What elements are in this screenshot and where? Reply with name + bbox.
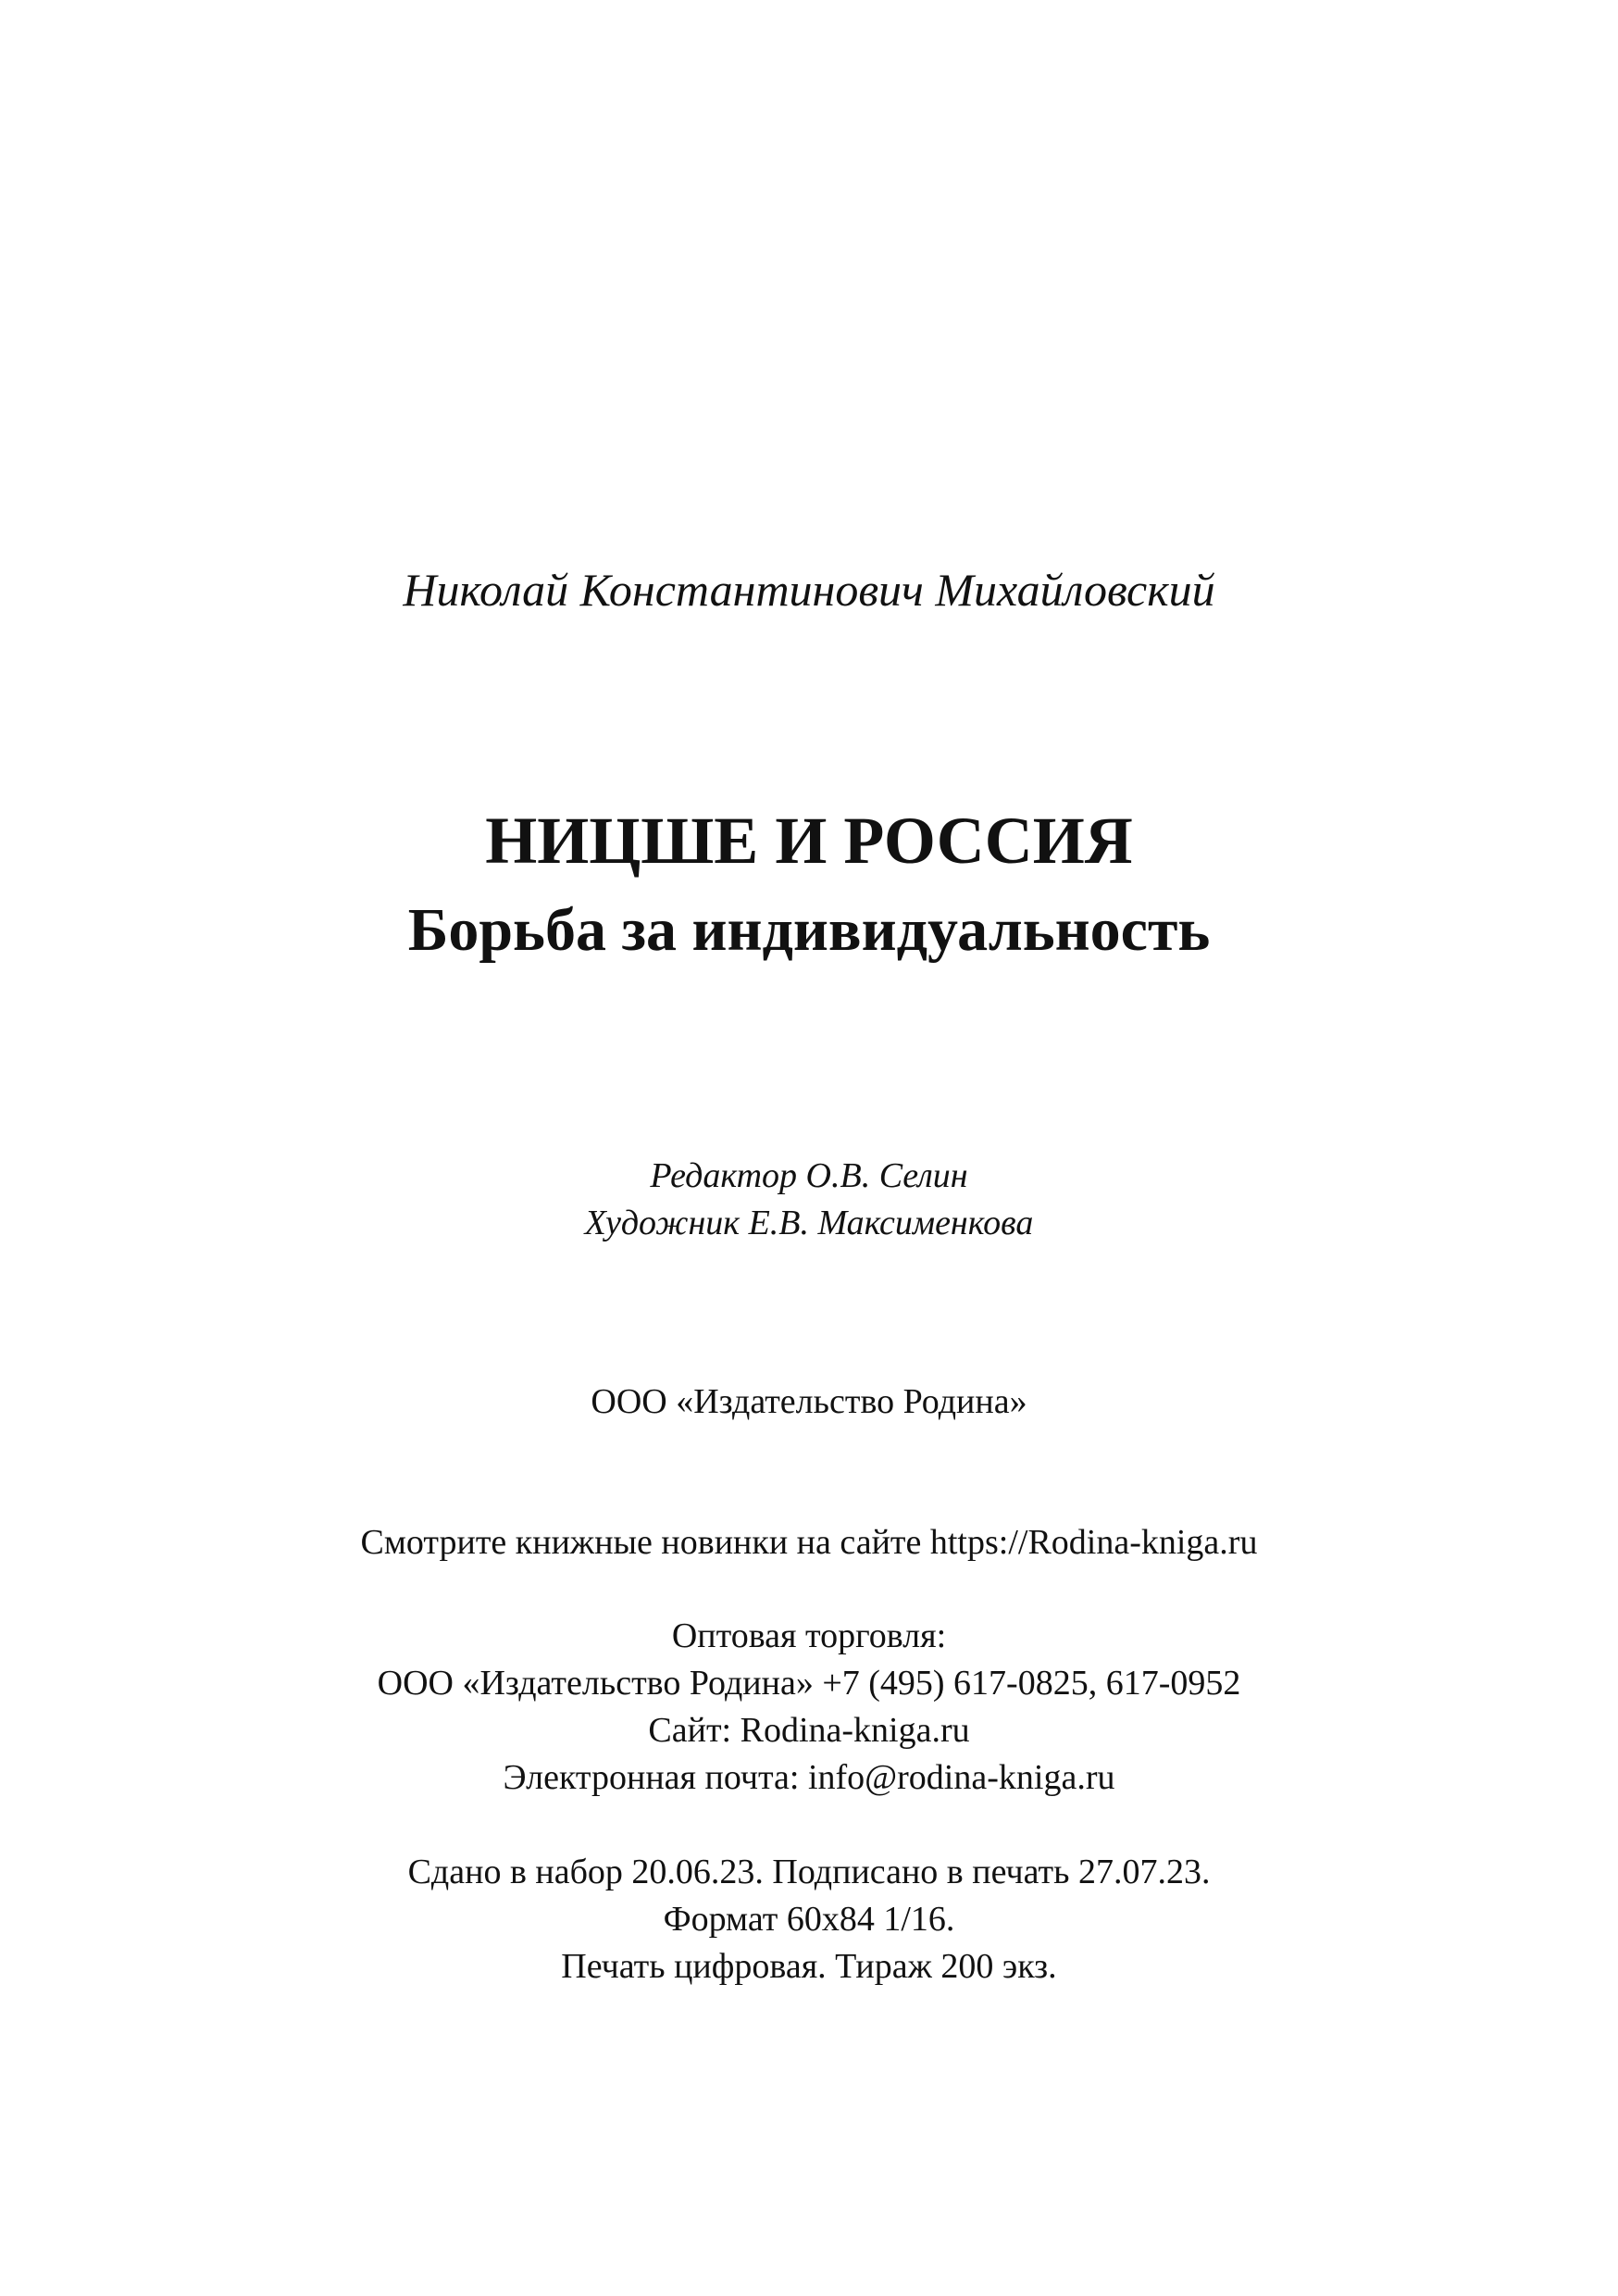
- print-dates-line: Сдано в набор 20.06.23. Подписано в печать 27.07.23.: [407, 1853, 1211, 1891]
- website-note: Смотрите книжные новинки на сайте https://Rodina-kniga.ru: [360, 1523, 1258, 1562]
- wholesale-heading: Оптовая торговля:: [671, 1616, 947, 1655]
- wholesale-site-line: Сайт: Rodina-kniga.ru: [648, 1711, 970, 1750]
- book-title: НИЦШЕ И РОССИЯ: [485, 804, 1133, 878]
- editor-credit: Редактор О.В. Селин: [650, 1156, 968, 1195]
- publisher-name: ООО «Издательство Родина»: [591, 1382, 1027, 1421]
- wholesale-phone-line: ООО «Издательство Родина» +7 (495) 617-0825, 617-0952: [377, 1664, 1241, 1703]
- artist-credit: Художник Е.В. Максименкова: [584, 1204, 1034, 1242]
- wholesale-email-line: Электронная почта: info@rodina-kniga.ru: [503, 1758, 1115, 1797]
- print-run-line: Печать цифровая. Тираж 200 экз.: [561, 1947, 1057, 1986]
- book-subtitle: Борьба за индивидуальность: [407, 896, 1211, 964]
- author-name: Николай Константинович Михайловский: [403, 564, 1215, 616]
- print-format-line: Формат 60x84 1/16.: [663, 1900, 955, 1939]
